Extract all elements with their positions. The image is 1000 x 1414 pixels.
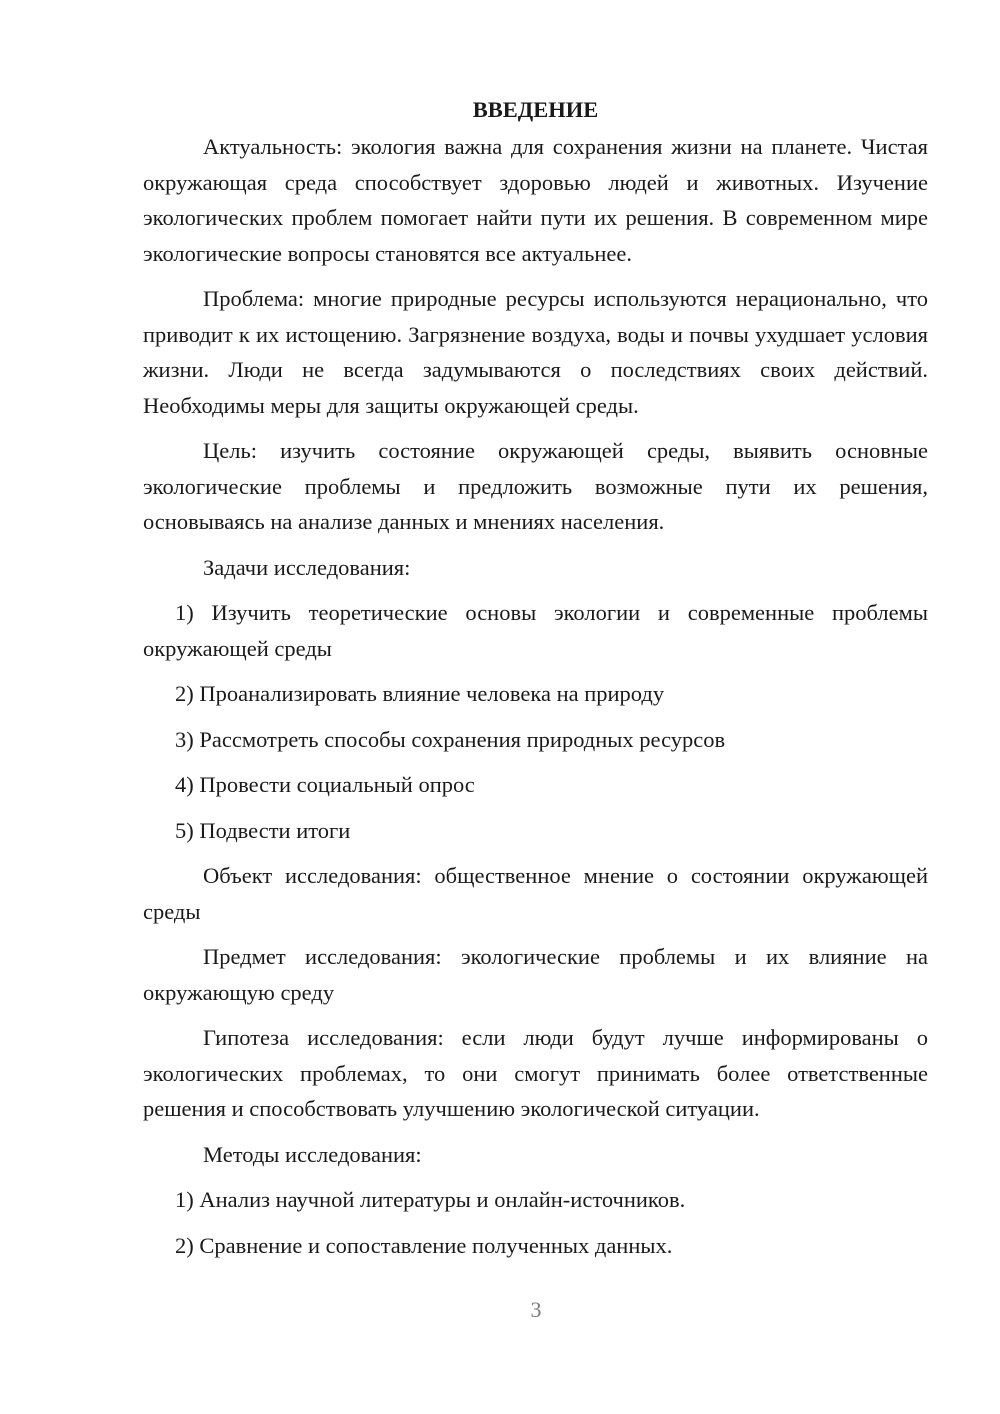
- method-item-1: 1) Анализ научной литературы и онлайн-источников.: [175, 1187, 686, 1212]
- methods-heading: Методы исследования:: [203, 1141, 422, 1167]
- section-title: ВВЕДЕНИЕ: [472, 97, 599, 122]
- tasks-heading: Задачи исследования:: [203, 554, 411, 580]
- task-item-2: 2) Проанализировать влияние человека на природу: [175, 681, 665, 706]
- task-item-4: 4) Провести социальный опрос: [175, 772, 475, 797]
- goal-paragraph: Цель: изучить состояние окружающей среды, выявить основные экологические проблемы и предложить возможные пути их решения, основываясь на анализе данных и мнениях населения.: [143, 438, 928, 534]
- task-item-5: 5) Подвести итоги: [175, 817, 351, 843]
- method-item-2: 2) Сравнение и сопоставление полученных данных.: [175, 1232, 673, 1258]
- task-item-1: 1) Изучить теоретические основы экологии и современные проблемы окружающей среды: [143, 600, 928, 661]
- page-number: 3: [530, 1297, 542, 1322]
- relevance-paragraph: Актуальность: экология важна для сохранения жизни на планете. Чистая окружающая среда способствует здоровью людей и животных. Изучение экологических проблем помогает найти пути их решения. В современном мире экологические вопросы становятся все актуальнее.: [143, 134, 928, 266]
- subject-paragraph: Предмет исследования: экологические проблемы и их влияние на окружающую среду: [143, 944, 928, 1005]
- task-item-3: 3) Рассмотреть способы сохранения природных ресурсов: [175, 726, 726, 752]
- page-content: [143, 92, 928, 1273]
- problem-paragraph: Проблема: многие природные ресурсы используются нерационально, что приводит к их истощению. Загрязнение воздуха, воды и почвы ухудшает условия жизни. Люди не всегда задумываются о последствиях своих действий. Необходимы меры для защиты окружающей среды.: [143, 286, 928, 418]
- hypothesis-paragraph: Гипотеза исследования: если люди будут лучше информированы о экологических проблемах, то они смогут принимать более ответственные решения и способствовать улучшению экологической ситуации.: [143, 1025, 928, 1121]
- object-paragraph: Объект исследования: общественное мнение о состоянии окружающей среды: [143, 863, 928, 924]
